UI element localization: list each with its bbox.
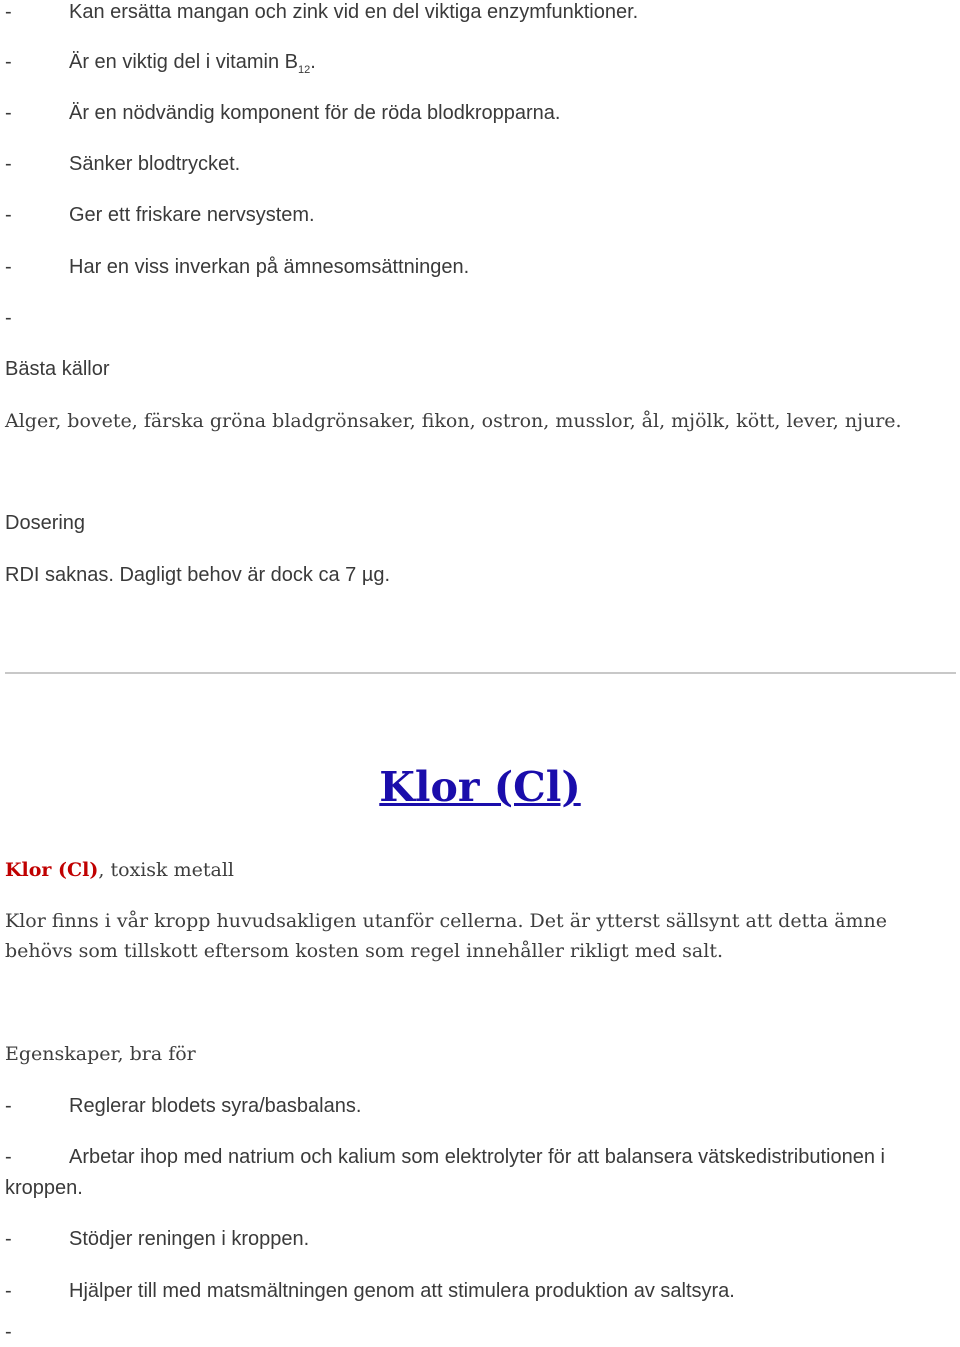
list-item-text: Är en viktig del i vitamin $B_{12}$. bbox=[69, 51, 316, 76]
sources-heading: Bästa källor bbox=[5, 358, 110, 380]
properties-heading: Egenskaper, bra för bbox=[5, 1043, 196, 1065]
section-subtitle: Klor (Cl), toxisk metall bbox=[5, 859, 234, 881]
list-item-text: Arbetar ihop med natrium och kalium som elektrolyter för att balansera vätskedistributionen i bbox=[69, 1146, 885, 1168]
section-intro: Klor finns i vår kropp huvudsakligen utanför cellerna. Det är ytterst sällsynt att detta ämne behövs som tillskott eftersom kosten som regel innehåller rikligt med salt. bbox=[5, 910, 888, 962]
horizontal-rule bbox=[5, 672, 956, 674]
list-item-text: Reglerar blodets syra/basbalans. bbox=[69, 1095, 362, 1117]
section-title bbox=[0, 760, 960, 814]
list-item-text: Är en nödvändig komponent för de röda blodkropparna. bbox=[69, 102, 561, 124]
subscript: 12 bbox=[297, 64, 311, 76]
list-bullet: - bbox=[5, 1280, 12, 1302]
list-bullet: - bbox=[5, 153, 12, 175]
list-bullet: - bbox=[5, 1321, 12, 1343]
list-item-continuation: kroppen. bbox=[5, 1177, 83, 1199]
list-bullet: - bbox=[5, 256, 12, 278]
section-title-link[interactable]: Klor (Cl) bbox=[379, 763, 581, 811]
list-bullet: - bbox=[5, 1095, 12, 1117]
list-item-text: Stödjer reningen i kroppen. bbox=[69, 1228, 310, 1250]
list-item-text: Sänker blodtrycket. bbox=[69, 153, 241, 175]
list-bullet: - bbox=[5, 1228, 12, 1250]
list-item-text: Kan ersätta mangan och zink vid en del viktiga enzymfunktioner. bbox=[69, 1, 639, 23]
list-item-text: Ger ett friskare nervsystem. bbox=[69, 204, 315, 226]
list-item-text: Har en viss inverkan på ämnesomsättningen. bbox=[69, 256, 470, 278]
list-bullet: - bbox=[5, 1146, 12, 1168]
dosing-heading: Dosering bbox=[5, 512, 86, 534]
list-item-text: Hjälper till med matsmältningen genom att stimulera produktion av saltsyra. bbox=[69, 1280, 735, 1302]
list-bullet: - bbox=[5, 307, 12, 329]
list-bullet: - bbox=[5, 51, 12, 73]
list-bullet: - bbox=[5, 1, 12, 23]
sources-text: Alger, bovete, färska gröna bladgrönsaker, fikon, ostron, musslor, ål, mjölk, kött, lever, njure. bbox=[5, 410, 902, 432]
dosing-text: RDI saknas. Dagligt behov är dock ca 7 µg. bbox=[5, 564, 391, 586]
element-name: Klor (Cl) bbox=[5, 859, 99, 881]
list-bullet: - bbox=[5, 204, 12, 226]
list-bullet: - bbox=[5, 102, 12, 124]
